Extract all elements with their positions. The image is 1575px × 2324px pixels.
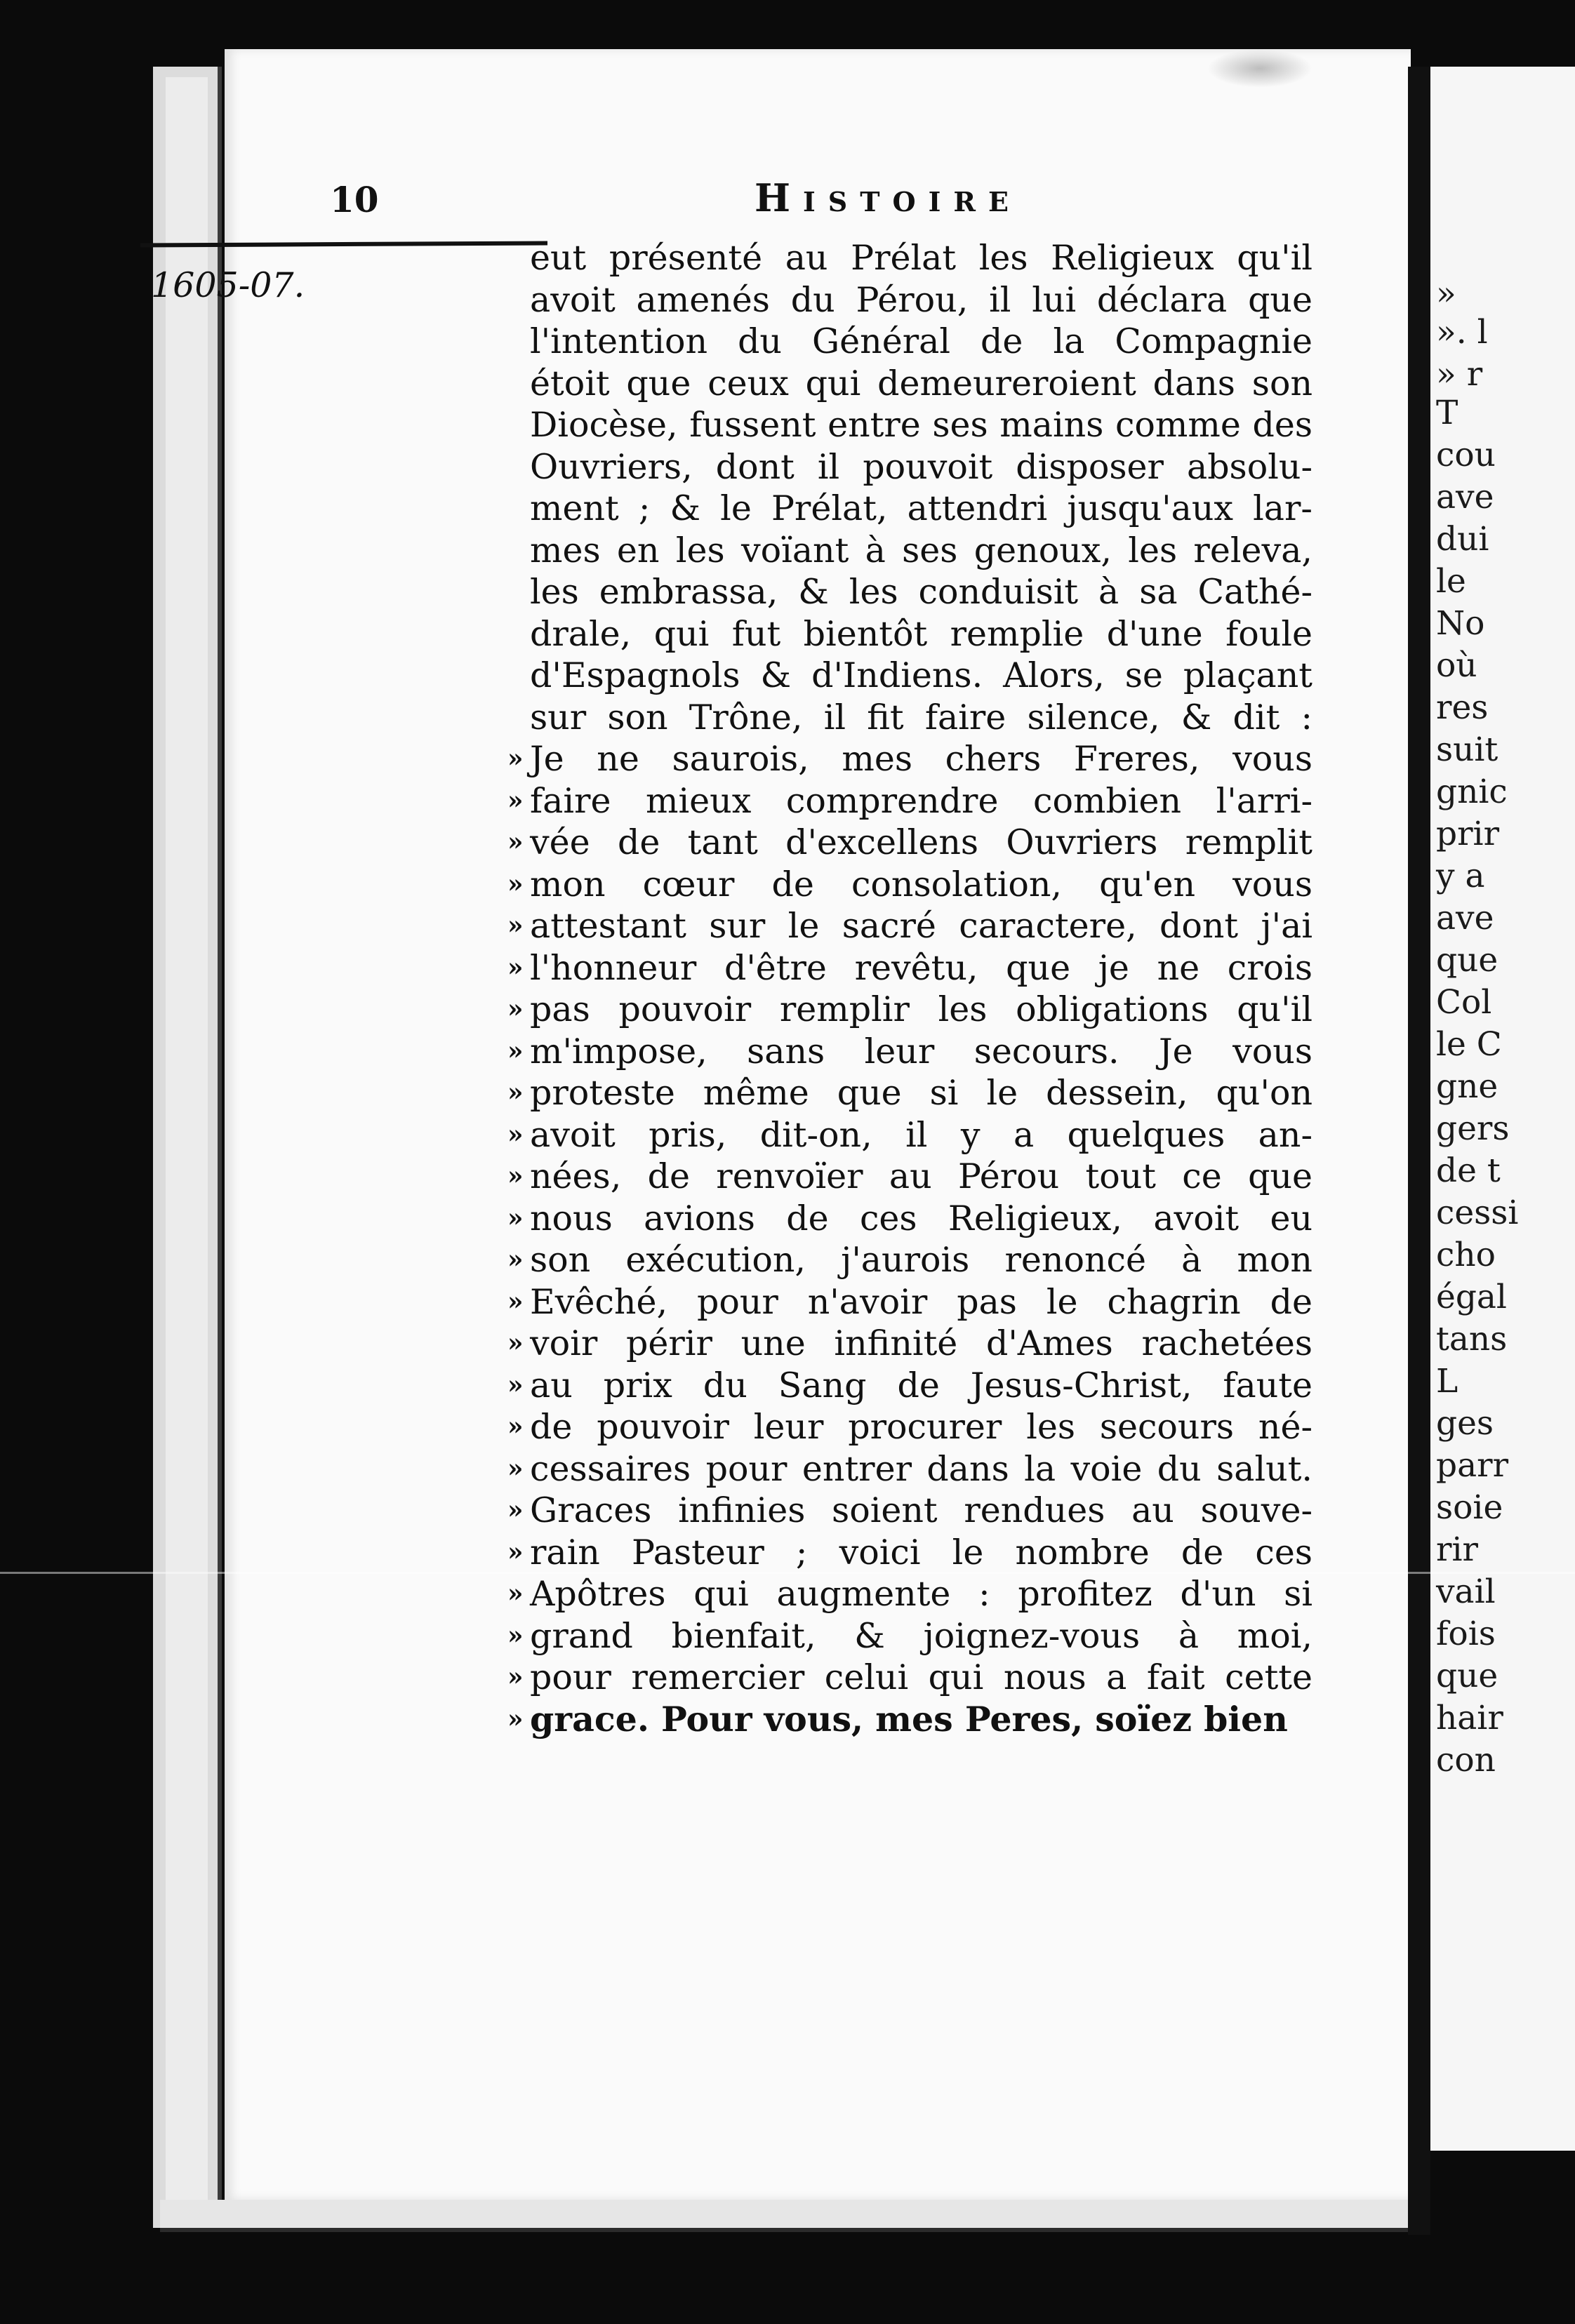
text-line [507, 1698, 1312, 1741]
line-text: voir périr une infinité d'Ames rachetées [530, 1323, 1312, 1363]
text-line [530, 446, 1312, 488]
line-text: mon cœur de consolation, qu'en vous [530, 864, 1312, 904]
quote-mark: » [507, 785, 524, 815]
line-text: grace. Pour vous, mes Peres, soïez bien [530, 1698, 1288, 1739]
facing-page-fragment: égal [1436, 1278, 1507, 1316]
line-text: drale, qui fut bientôt remplie d'une foule [530, 613, 1312, 654]
page-number: 10 [330, 179, 379, 220]
line-text: vée de tant d'excellens Ouvriers remplit [530, 822, 1312, 862]
text-line [530, 321, 1312, 363]
facing-page-fragment: le [1436, 562, 1466, 601]
facing-page-fragment: fois [1436, 1615, 1496, 1653]
quote-mark: » [507, 1704, 524, 1734]
facing-page-fragment: dui [1436, 520, 1489, 559]
line-text: avoit pris, dit-on, il y a quelques an- [530, 1114, 1312, 1155]
line-text: de pouvoir leur procurer les secours né- [530, 1407, 1312, 1447]
text-line [507, 1573, 1312, 1615]
line-text: attestant sur le sacré caractere, dont j'ai [530, 906, 1312, 946]
line-text: mes en les voïant à ses genoux, les releva, [530, 530, 1312, 570]
line-text: Apôtres qui augmente : profitez d'un si [530, 1574, 1312, 1614]
quote-mark: » [507, 1036, 524, 1066]
text-line [507, 1198, 1312, 1240]
facing-page-fragment: L [1436, 1362, 1458, 1401]
text-line [507, 905, 1312, 947]
facing-page-fragment: hair [1436, 1699, 1503, 1737]
quote-mark: » [507, 1203, 524, 1233]
facing-page-fragment: con [1436, 1741, 1496, 1779]
text-line [507, 1532, 1312, 1574]
facing-page-fragment: le C [1436, 1025, 1502, 1064]
quote-mark: » [507, 1078, 524, 1107]
text-line [507, 1323, 1312, 1365]
line-text: grand bienfait, & joignez-vous à moi, [530, 1615, 1312, 1656]
quote-mark: » [507, 1537, 524, 1567]
line-text: nous avions de ces Religieux, avoit eu [530, 1198, 1312, 1238]
quote-mark: » [507, 744, 524, 773]
line-text: proteste même que si le dessein, qu'on [530, 1073, 1312, 1113]
line-text: au prix du Sang de Jesus-Christ, faute [530, 1365, 1312, 1405]
facing-page-fragment: cou [1436, 436, 1496, 474]
facing-page-fragment: gnic [1436, 773, 1508, 811]
text-line [507, 1281, 1312, 1323]
facing-page-fragment: T [1436, 394, 1458, 432]
body-text [507, 237, 1312, 1740]
facing-page-fragment: rir [1436, 1530, 1478, 1569]
facing-page-fragment: de t [1436, 1151, 1501, 1190]
facing-page [1430, 67, 1575, 2151]
quote-mark: » [507, 827, 524, 857]
text-line [507, 1615, 1312, 1657]
line-text: avoit amenés du Pérou, il lui déclara que [530, 279, 1312, 320]
page-gutter [1408, 67, 1430, 2235]
quote-mark: » [507, 1161, 524, 1191]
facing-page-fragment: soie [1436, 1488, 1503, 1527]
quote-mark: » [507, 1286, 524, 1316]
line-text: sur son Trône, il fit faire silence, & dit : [530, 697, 1312, 737]
text-line [507, 1114, 1312, 1156]
text-line [507, 738, 1312, 780]
facing-page-fragment: vail [1436, 1572, 1496, 1611]
facing-page-fragment: ave [1436, 478, 1494, 516]
quote-mark: » [507, 1662, 524, 1692]
text-line [530, 488, 1312, 530]
text-line [507, 1406, 1312, 1448]
text-line [507, 1072, 1312, 1114]
line-text: pour remercier celui qui nous a fait cette [530, 1657, 1312, 1697]
text-line [507, 1239, 1312, 1281]
text-line [530, 279, 1312, 321]
page-header [0, 175, 1575, 235]
facing-page-fragment: » r [1436, 355, 1483, 394]
facing-page-fragment: gne [1436, 1067, 1498, 1106]
facing-page-fragment: ges [1436, 1404, 1494, 1443]
facing-page-fragment: y a [1436, 857, 1485, 895]
text-line [507, 1031, 1312, 1073]
facing-page-fragment: ». l [1436, 313, 1488, 352]
book-edge-inner [166, 77, 208, 2217]
quote-mark: » [507, 994, 524, 1024]
text-line [507, 989, 1312, 1031]
text-line [530, 613, 1312, 655]
facing-page-fragment: ave [1436, 899, 1494, 937]
quote-mark: » [507, 1328, 524, 1358]
line-text: Evêché, pour n'avoir pas le chagrin de [530, 1281, 1312, 1322]
facing-page-fragment: gers [1436, 1109, 1510, 1148]
quote-mark: » [507, 1245, 524, 1274]
quote-mark: » [507, 1370, 524, 1400]
line-text: l'intention du Général de la Compagnie [530, 321, 1312, 361]
margin-date: 1605-07. [151, 265, 305, 305]
book-edge-bottom [160, 2200, 1416, 2232]
quote-mark: » [507, 869, 524, 899]
text-line [507, 947, 1312, 989]
text-line [507, 1657, 1312, 1699]
line-text: cessaires pour entrer dans la voie du salut. [530, 1448, 1312, 1489]
text-line [530, 571, 1312, 613]
text-line [507, 1156, 1312, 1198]
line-text: Diocèse, fussent entre ses mains comme des [530, 405, 1312, 445]
facing-page-fragment: cho [1436, 1236, 1496, 1274]
text-line [530, 237, 1312, 279]
quote-mark: » [507, 1119, 524, 1149]
line-text: eut présenté au Prélat les Religieux qu'il [530, 238, 1312, 278]
line-text: ment ; & le Prélat, attendri jusqu'aux lar- [530, 488, 1312, 528]
text-line [530, 363, 1312, 405]
quote-mark: » [507, 1579, 524, 1608]
facing-page-fragment: No [1436, 604, 1485, 643]
line-text: pas pouvoir remplir les obligations qu'il [530, 989, 1312, 1029]
line-text: rain Pasteur ; voici le nombre de ces [530, 1532, 1312, 1572]
quote-mark: » [507, 1453, 524, 1483]
text-line [507, 864, 1312, 906]
facing-page-fragment: res [1436, 688, 1489, 727]
text-line [507, 1490, 1312, 1532]
text-line [530, 697, 1312, 739]
facing-page-fragment: prir [1436, 815, 1500, 853]
text-line [507, 1448, 1312, 1490]
line-text: Graces infinies soient rendues au souve- [530, 1490, 1312, 1530]
line-text: les embrassa, & les conduisit à sa Cathé- [530, 572, 1312, 612]
page-smudge [1207, 49, 1312, 88]
line-text: Ouvriers, dont il pouvoit disposer absolu- [530, 446, 1312, 487]
quote-mark: » [507, 1412, 524, 1441]
facing-page-fragment: où [1436, 646, 1477, 685]
quote-mark: » [507, 911, 524, 940]
line-text: Je ne saurois, mes chers Freres, vous [530, 739, 1312, 779]
text-line [507, 822, 1312, 864]
line-text: l'honneur d'être revêtu, que je ne crois [530, 947, 1312, 988]
text-line [530, 404, 1312, 446]
facing-page-fragment: tans [1436, 1320, 1508, 1358]
facing-page-fragment: que [1436, 1657, 1498, 1695]
text-line [507, 780, 1312, 822]
facing-page-fragment: parr [1436, 1446, 1509, 1485]
quote-mark: » [507, 952, 524, 982]
text-line [530, 655, 1312, 697]
facing-page-fragment: Col [1436, 983, 1492, 1022]
line-text: son exécution, j'aurois renoncé à mon [530, 1240, 1312, 1280]
quote-mark: » [507, 1620, 524, 1650]
line-text: d'Espagnols & d'Indiens. Alors, se plaçant [530, 655, 1312, 695]
facing-page-fragment: cessi [1436, 1194, 1519, 1232]
facing-page-fragment: suit [1436, 730, 1498, 769]
facing-page-fragment: » [1436, 274, 1456, 313]
line-text: faire mieux comprendre combien l'arri- [530, 780, 1312, 821]
text-line [530, 530, 1312, 572]
line-text: étoit que ceux qui demeureroient dans son [530, 363, 1312, 403]
quote-mark: » [507, 1495, 524, 1525]
running-head: Histoire [755, 175, 1021, 220]
text-line [507, 1365, 1312, 1407]
facing-page-fragment: que [1436, 941, 1498, 980]
line-text: m'impose, sans leur secours. Je vous [530, 1031, 1312, 1071]
line-text: nées, de renvoïer au Pérou tout ce que [530, 1156, 1312, 1196]
